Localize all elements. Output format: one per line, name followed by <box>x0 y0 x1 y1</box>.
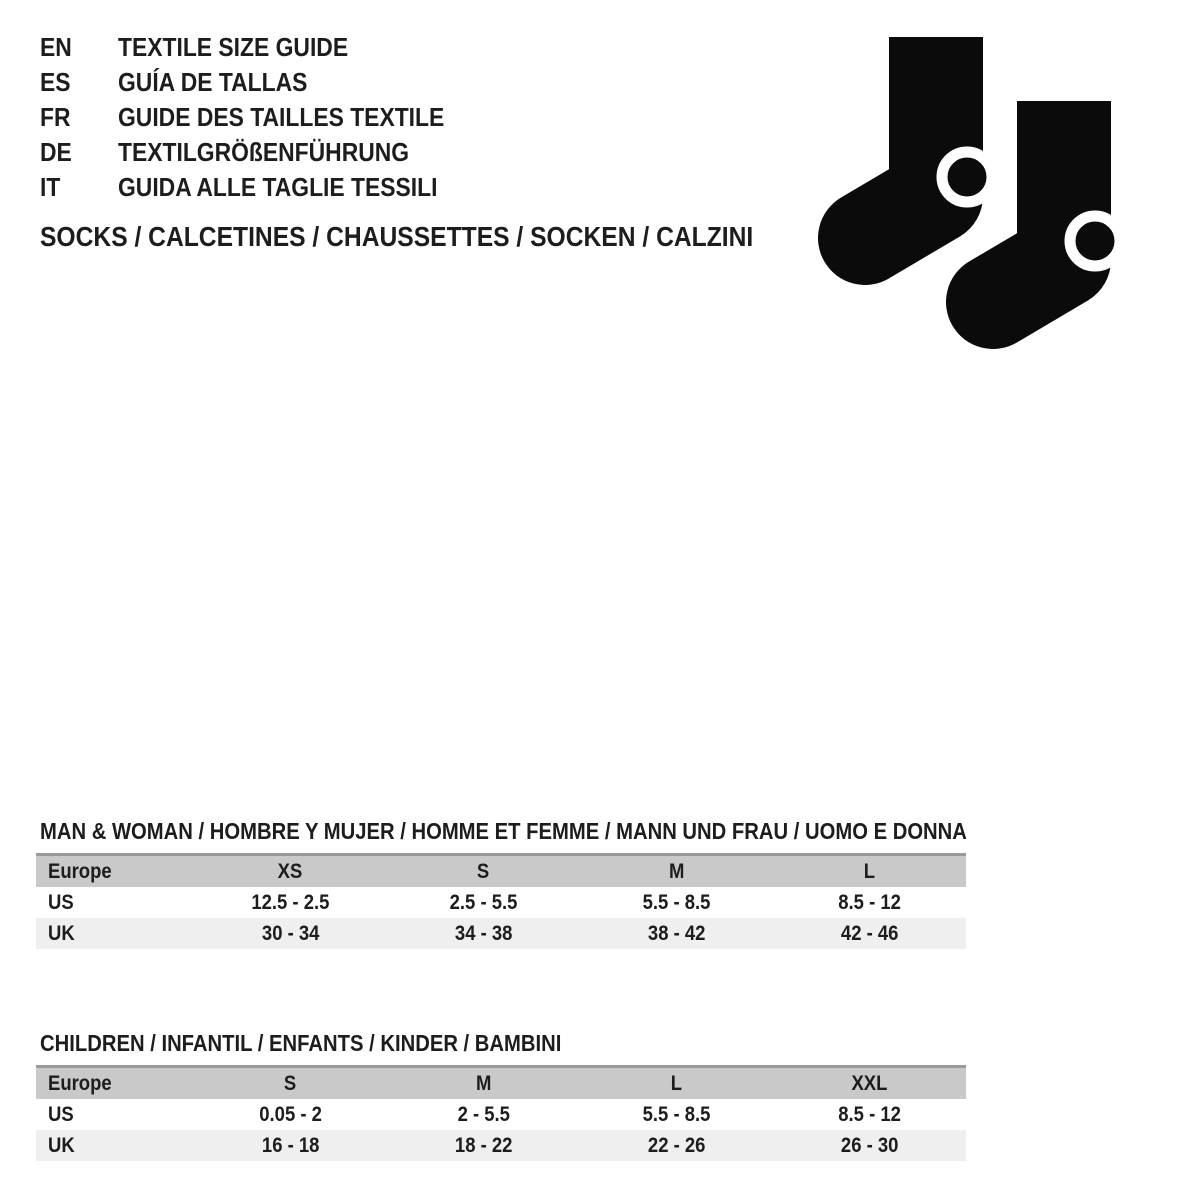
column-header-size: S <box>284 1072 297 1095</box>
lang-code: FR <box>40 102 71 132</box>
section-title-man-woman: MAN & WOMAN / HOMBRE Y MUJER / HOMME ET FEMME / MANN UND FRAU / UOMO E DONNA <box>40 818 967 844</box>
size-range-cell: 26 - 30 <box>840 1134 899 1157</box>
size-range-cell: 2.5 - 5.5 <box>449 891 518 914</box>
lang-title: GUÍA DE TALLAS <box>118 67 308 97</box>
lang-row-fr <box>40 100 489 135</box>
lang-row-de <box>40 135 489 170</box>
size-range-cell: 38 - 42 <box>647 922 706 945</box>
row-label: UK <box>48 922 75 945</box>
row-label: US <box>48 1103 74 1126</box>
category-title: SOCKS / CALCETINES / CHAUSSETTES / SOCKEN / CALZINI <box>40 221 754 252</box>
section-title-children: CHILDREN / INFANTIL / ENFANTS / KINDER / BAMBINI <box>40 1030 562 1056</box>
size-range-cell: 5.5 - 8.5 <box>642 1103 711 1126</box>
size-range-cell: 30 - 34 <box>261 922 320 945</box>
socks-icon <box>800 25 1140 365</box>
lang-row-es <box>40 65 489 100</box>
sock-right <box>993 101 1120 302</box>
column-header-size: M <box>475 1072 492 1095</box>
row-label: UK <box>48 1134 75 1157</box>
table-header-row <box>36 1068 966 1099</box>
table-header-row <box>36 856 966 887</box>
lang-code: EN <box>40 32 72 62</box>
size-range-cell: 8.5 - 12 <box>838 1103 901 1126</box>
sock-left <box>865 37 992 238</box>
lang-code: IT <box>40 172 61 202</box>
table-row-uk <box>36 1130 966 1161</box>
size-range-cell: 8.5 - 12 <box>838 891 901 914</box>
column-header-region: Europe <box>48 1072 112 1095</box>
lang-row-en <box>40 30 489 65</box>
lang-code: DE <box>40 137 72 167</box>
column-header-size: XS <box>278 860 303 883</box>
lang-title: TEXTILE SIZE GUIDE <box>118 32 349 62</box>
lang-title: GUIDE DES TAILLES TEXTILE <box>118 102 445 132</box>
table-row-us <box>36 1099 966 1130</box>
lang-row-it <box>40 170 489 205</box>
size-range-cell: 42 - 46 <box>840 922 899 945</box>
row-label: US <box>48 891 74 914</box>
size-range-cell: 12.5 - 2.5 <box>251 891 330 914</box>
size-range-cell: 5.5 - 8.5 <box>642 891 711 914</box>
size-range-cell: 22 - 26 <box>647 1134 706 1157</box>
size-range-cell: 0.05 - 2 <box>259 1103 322 1126</box>
size-range-cell: 16 - 18 <box>261 1134 320 1157</box>
column-header-region: Europe <box>48 860 112 883</box>
column-header-size: S <box>477 860 490 883</box>
table-row-uk <box>36 918 966 949</box>
lang-title: TEXTILGRÖßENFÜHRUNG <box>118 137 410 167</box>
size-table-children <box>36 1065 966 1161</box>
column-header-size: XXL <box>851 1072 888 1095</box>
column-header-size: L <box>670 1072 683 1095</box>
lang-title: GUIDA ALLE TAGLIE TESSILI <box>118 172 438 202</box>
column-header-size: L <box>863 860 876 883</box>
size-range-cell: 2 - 5.5 <box>457 1103 510 1126</box>
table-row-us <box>36 887 966 918</box>
size-range-cell: 34 - 38 <box>454 922 513 945</box>
language-legend <box>40 30 489 205</box>
size-table-man-woman <box>36 853 966 949</box>
size-range-cell: 18 - 22 <box>454 1134 513 1157</box>
column-header-size: M <box>668 860 685 883</box>
lang-code: ES <box>40 67 71 97</box>
